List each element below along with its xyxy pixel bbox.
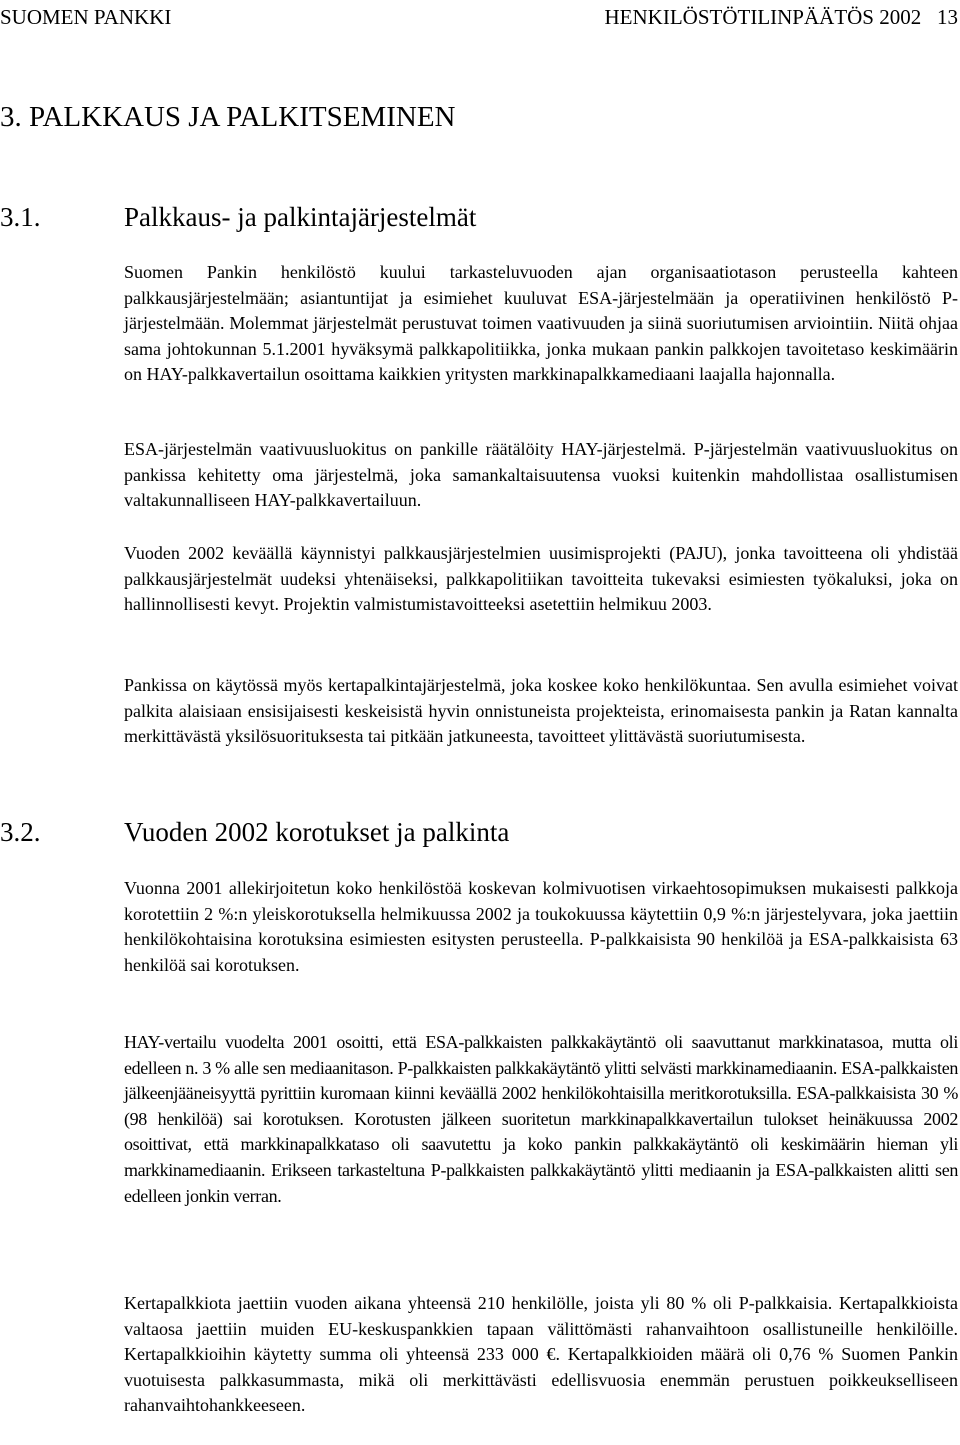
header-organization: SUOMEN PANKKI [0, 5, 172, 29]
paragraph: Pankissa on käytössä myös kertapalkintajärjestelmä, joka koskee koko henkilökuntaa. Sen avulla esimiehet voivat palkita alaisiaan ensisijaisesti keskeisistä hyvin onnistuneista projekteista, erinomaisesta pankin ja Ratan kannalta merkittävästä yksilösuorituksesta tai pitkään jatkuneesta, tavoitteet ylittävästä suoriutumisesta. [124, 675, 958, 747]
section-number: 3.2. [0, 817, 41, 847]
paragraph: Vuonna 2001 allekirjoitetun koko henkilöstöä koskevan kolmivuotisen virkaehtosopimuksen mukaisesti palkkoja korotettiin 2 %:n yleiskorotuksella helmikuussa 2002 ja toukokuussa käytettiin 0,9 %:n järjestelyvara, joka jaettiin henkilökohtaisina korotuksina esimiesten esitysten perusteella. P-palkkaisista 90 henkilöä ja ESA-palkkaisista 63 henkilöä sai korotuksen. [124, 878, 958, 975]
section-title: Vuoden 2002 korotukset ja palkinta [124, 817, 510, 847]
paragraph: ESA-järjestelmän vaativuusluokitus on pankille räätälöity HAY-järjestelmä. P-järjestelmän vaativuusluokitus on pankissa kehitetty oma järjestelmä, joka samankaltaisuutensa vuoksi kuitenkin mahdollistaa osallistumisen valtakunnalliseen HAY-palkkavertailuun. [124, 439, 958, 511]
chapter-title: 3. PALKKAUS JA PALKITSEMINEN [0, 101, 456, 133]
paragraph: Suomen Pankin henkilöstö kuului tarkasteluvuoden ajan organisaatiotason perusteella kahteen palkkausjärjestelmään; asiantuntijat ja esimiehet kuuluvat ESA-järjestelmään ja operatiivinen henkilöstö P-järjestelmään. Molemmat järjestelmät perustuvat toimen vaativuuden ja siinä suoriutumisen arviointiin. Niitä ohjaa sama johtokunnan 5.1.2001 hyväksymä palkkapolitiikka, jonka mukaan pankin palkkojen tavoitetaso keskimäärin on HAY-palkkavertailun osoittama kaikkien yritysten markkinapalkkamediaani laajalla hajonnalla. [124, 262, 958, 385]
header-report-title-page-number: HENKILÖSTÖTILINPÄÄTÖS 2002 13 [604, 5, 958, 29]
section-heading-3-1 [0, 200, 958, 234]
section-number: 3.1. [0, 202, 41, 232]
paragraph: Kertapalkkiota jaettiin vuoden aikana yhteensä 210 henkilölle, joista yli 80 % oli P-palkkaisia. Kertapalkkioista valtaosa jaettiin muiden EU-keskuspankkien tapaan välittömästi rahanvaihtoon osallistuneille henkilöille. Kertapalkkioihin käytetty summa oli yhteensä 233 000 €. Kertapalkkioiden määrä oli 0,76 % Suomen Pankin vuotuisesta palkkasummasta, mikä oli merkittävästi edellisvuosia enemmän perustuen poikkeukselliseen rahanvaihtohankkeeseen. [124, 1293, 958, 1416]
page-header [0, 2, 958, 32]
section-title: Palkkaus- ja palkintajärjestelmät [124, 202, 477, 232]
paragraph: HAY-vertailu vuodelta 2001 osoitti, että ESA-palkkaisten palkkakäytäntö oli saavuttanut markkinatasoa, mutta oli edelleen n. 3 % alle sen mediaanitason. P-palkkaisten palkkakäytäntö ylitti selvästi markkinamediaanin. ESA-palkkaisten jälkeenjääneisyyttä pyrittiin kuromaan kiinni keväällä 2002 henkilökohtaisilla meritkorotuksilla. ESA-palkkaisista 30 % (98 henkilöä) sai korotuksen. Korotusten jälkeen suoritetun markkinapalkkavertailun tulokset heinäkuussa 2002 osoittivat, että markkinapalkkataso oli saavutettu ja koko pankin palkkakäytäntö oli keskimäärin hieman yli markkinamediaanin. Erikseen tarkasteltuna P-palkkaisten palkkakäytäntö ylitti mediaanin ja ESA-palkkaisten alitti sen edelleen jonkin verran. [124, 1032, 958, 1206]
section-heading-3-2 [0, 815, 958, 849]
paragraph: Vuoden 2002 keväällä käynnistyi palkkausjärjestelmien uusimisprojekti (PAJU), jonka tavoitteena oli yhdistää palkkausjärjestelmät uudeksi yhtenäiseksi, palkkapolitiikan tavoitteita tukevaksi esimiesten työkaluksi, joka on hallinnollisesti kevyt. Projektin valmistumistavoitteeksi asetettiin helmikuu 2003. [124, 543, 958, 615]
